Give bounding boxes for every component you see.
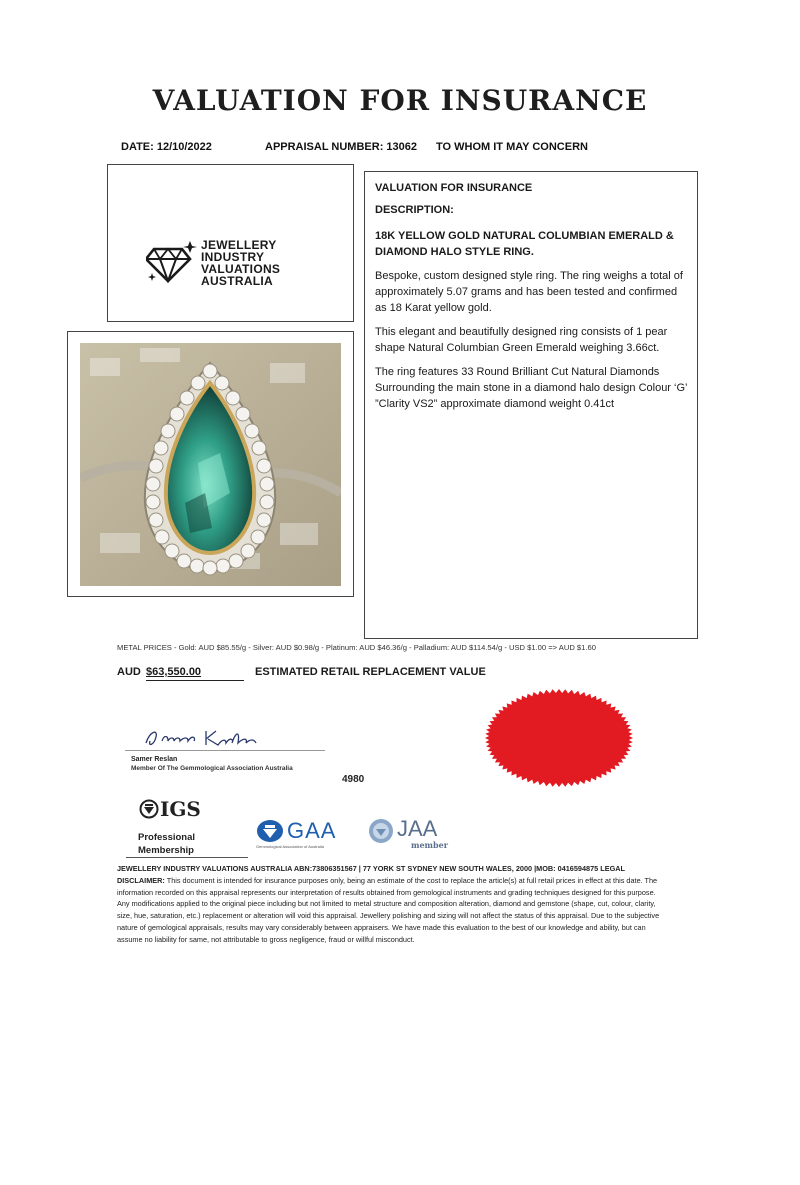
logo-line-4: AUSTRALIA bbox=[201, 274, 274, 288]
addressee: TO WHOM IT MAY CONCERN bbox=[436, 141, 588, 153]
jaa-subtitle: member bbox=[411, 840, 448, 850]
description-heading: VALUATION FOR INSURANCE bbox=[375, 182, 533, 194]
gaa-subtitle: Gemmological Association of Australia bbox=[256, 844, 324, 849]
company-details: JEWELLERY INDUSTRY VALUATIONS AUSTRALIA ABN:73806351567 | 77 YORK ST SYDNEY NEW SOUTH WALES, 2000 |MOB: 0416594875 LEGAL DISCLAIMER: bbox=[117, 864, 625, 885]
currency-label: AUD bbox=[117, 666, 141, 678]
igs-line-1: Professional bbox=[138, 832, 196, 843]
logo-line-2: INDUSTRY bbox=[201, 250, 265, 264]
gaa-logo bbox=[256, 818, 336, 844]
date-label: DATE: 12/10/2022 bbox=[121, 141, 212, 153]
disclaimer-text: This document is intended for insurance purposes only, being an estimate of the cost to replace the article(s) at full retail prices in effect at this date. The information recorded on this appraisal represents our interpretation of results obtained from gemological instruments and grading techniques designed for this purpose. Any modifications applied to the original piece including but not limited to metal structure and composition alteration, diamond and gemstone (shape, cut, colour, clarity, size, hue, saturation, etc.) replacement or alteration will void this appraisal. Jewellery polishing and sizing will not affect the status of this appraisal. Due to the subjective nature of gemological appraisals, results may vary considerably between appraisers. We have made this evaluation to the best of our knowledge and ability, but can assume no liability for same, not attributable to gross negligence, fraud or willful misconduct. bbox=[117, 875, 660, 944]
jaa-logo bbox=[368, 818, 448, 850]
red-seal-icon bbox=[483, 687, 635, 789]
ring-photo-box bbox=[67, 331, 354, 597]
gaa-emblem-icon bbox=[256, 819, 284, 843]
item-title: 18K YELLOW GOLD NATURAL COLUMBIAN EMERALD & DIAMOND HALO STYLE RING. bbox=[375, 230, 674, 258]
logo-line-3: VALUATIONS bbox=[201, 262, 281, 276]
igs-underline bbox=[126, 857, 248, 858]
valuation-label: ESTIMATED RETAIL REPLACEMENT VALUE bbox=[255, 666, 486, 678]
igs-logo bbox=[139, 797, 201, 821]
description-box bbox=[364, 171, 698, 639]
member-number: 4980 bbox=[342, 774, 365, 785]
valuation-amount: $63,550.00 bbox=[146, 666, 202, 678]
legal-disclaimer bbox=[117, 863, 662, 946]
company-logo-text bbox=[201, 239, 280, 287]
handwritten-signature bbox=[140, 725, 280, 751]
document-title: VALUATION FOR INSURANCE bbox=[152, 84, 648, 117]
signatory-name: Samer Reslan bbox=[131, 756, 178, 763]
description-paragraph-1: Bespoke, custom designed style ring. The ring weighs a total of approximately 5.07 grams and has been tested and confirmed as 18 Karat yellow gold. bbox=[375, 270, 683, 314]
igs-membership-text bbox=[138, 831, 195, 857]
description-label: DESCRIPTION: bbox=[375, 204, 454, 216]
metal-prices: METAL PRICES - Gold: AUD $85.55/g - Silver: AUD $0.98/g - Platinum: AUD $46.36/g - Palladium: AUD $114.54/g - USD $1.00 => AUD $1.60 bbox=[117, 643, 596, 652]
description-paragraph-2: This elegant and beautifully designed ring consists of 1 pear shape Natural Columbian Green Emerald weighing 3.66ct. bbox=[375, 326, 668, 354]
ring-photo bbox=[80, 343, 341, 586]
igs-line-2: Membership bbox=[138, 845, 194, 856]
gaa-text: GAA bbox=[287, 818, 337, 843]
amount-underline bbox=[146, 680, 244, 681]
logo-line-1: JEWELLERY bbox=[201, 238, 277, 252]
diamond-icon bbox=[146, 239, 198, 283]
description-paragraph-3: The ring features 33 Round Brilliant Cut Natural Diamonds Surrounding the main stone in a diamond halo design Colour ‘G’ ”Clarity VS2” approximate diamond weight 0.41ct bbox=[375, 366, 688, 410]
company-logo-box bbox=[107, 164, 354, 322]
signature-line bbox=[125, 750, 325, 751]
jaa-text: JAA bbox=[397, 816, 438, 841]
appraisal-number: APPRAISAL NUMBER: 13062 bbox=[265, 141, 418, 153]
signatory-membership: Member Of The Gemmological Association Australia bbox=[131, 765, 293, 772]
jaa-emblem-icon bbox=[368, 818, 394, 844]
igs-emblem-icon bbox=[139, 799, 159, 819]
igs-text: IGS bbox=[160, 797, 201, 821]
